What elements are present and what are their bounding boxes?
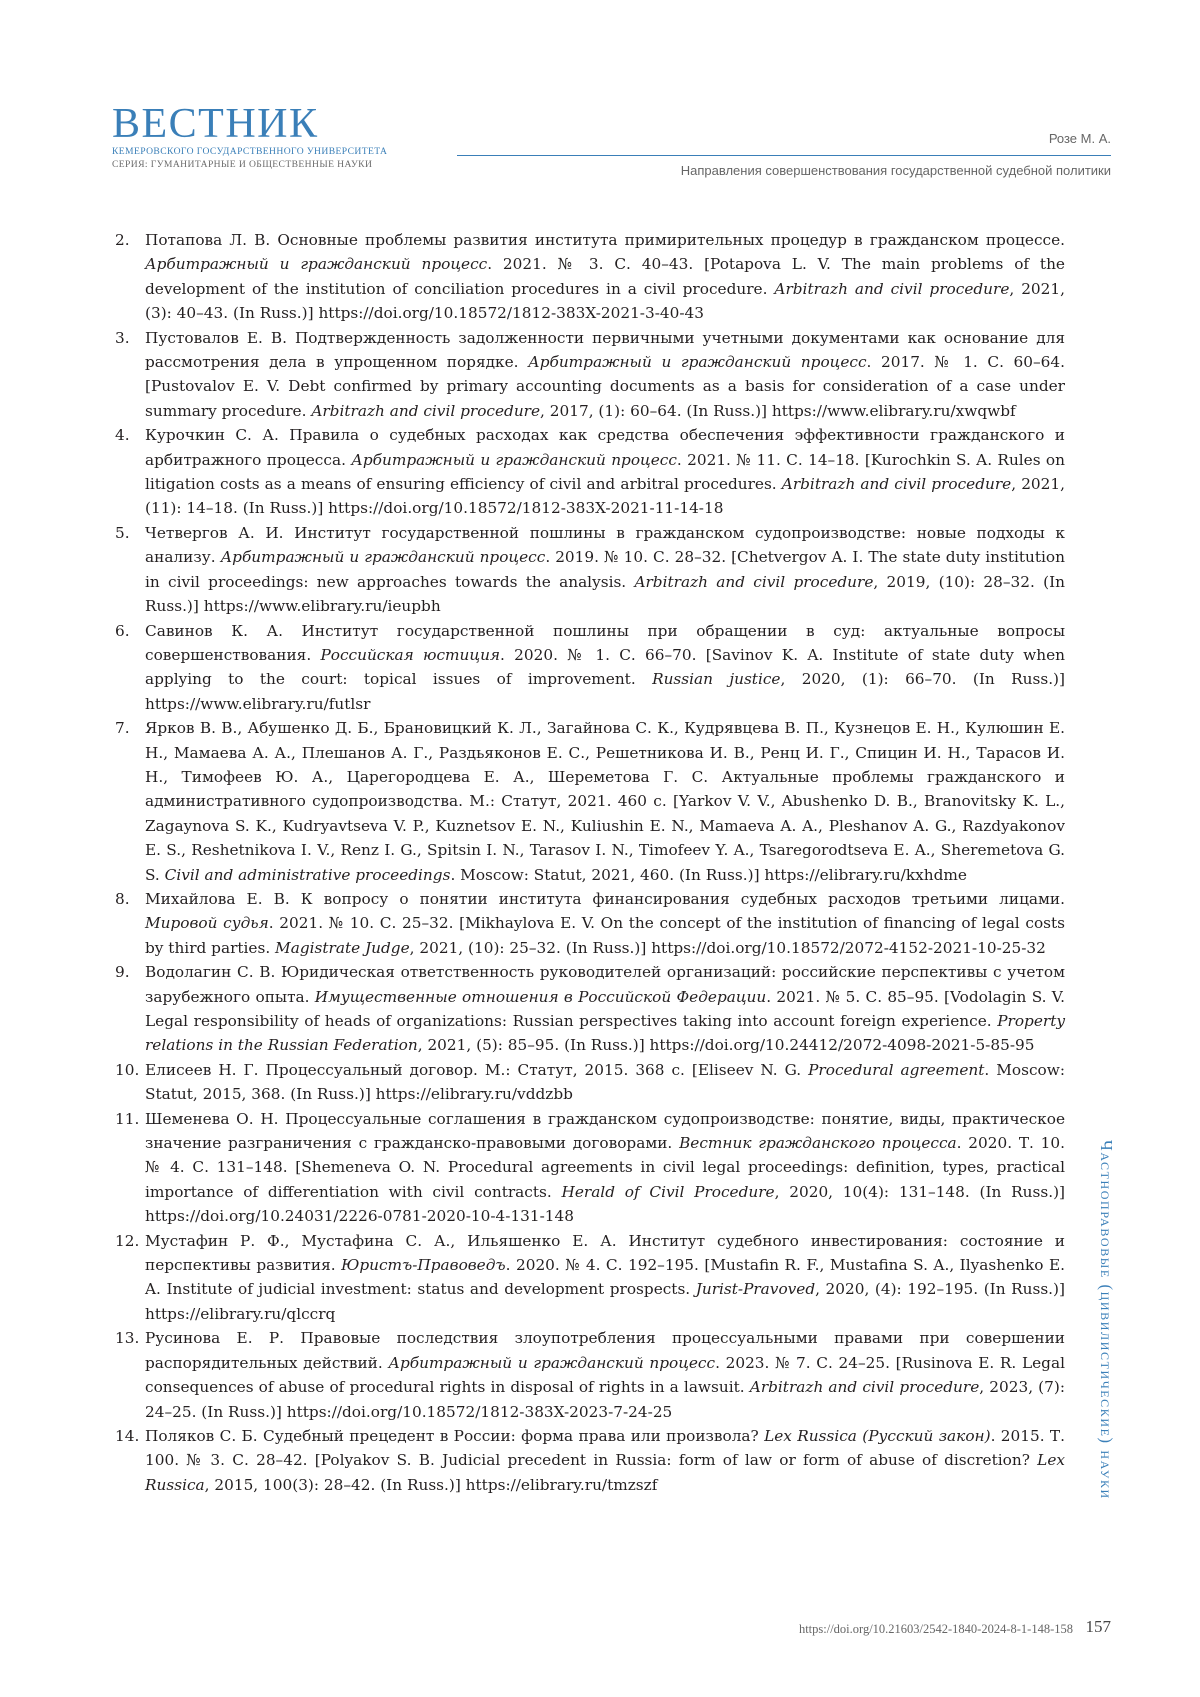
- journal-subtitle: КЕМЕРОВСКОГО ГОСУДАРСТВЕННОГО УНИВЕРСИТЕТА: [112, 146, 432, 158]
- reference-source-title: Civil and administrative proceedings: [165, 866, 451, 884]
- reference-text: [145, 228, 1065, 326]
- reference-source-title: Юристъ-Правоведъ: [341, 1256, 506, 1274]
- reference-source-title: Арбитражный и гражданский процесс: [528, 353, 866, 371]
- reference-source-title: Arbitrazh and civil procedure: [782, 475, 1011, 493]
- footer-doi[interactable]: https://doi.org/10.21603/2542-1840-2024-8-1-148-158: [799, 1622, 1073, 1637]
- reference-text-segment: . 2021. № 10. С. 25–32. [Mikhaylova E. V. On the concept of the institution of financing of legal costs by third parties.: [145, 914, 1065, 956]
- reference-item: [145, 960, 1065, 1058]
- reference-source-title: Property relations in the Russian Federation: [145, 1012, 1065, 1054]
- reference-text-segment: . Moscow: Statut, 2015, 368. (In Russ.)] https://elibrary.ru/vddzbb: [145, 1061, 1065, 1103]
- reference-source-title: Arbitrazh and civil procedure: [634, 573, 873, 591]
- reference-text: [145, 960, 1065, 1058]
- reference-text-segment: , 2021, (3): 40–43. (In Russ.)] https://doi.org/10.18572/1812-383X-2021-3-40-43: [145, 280, 1065, 322]
- reference-number: 7.: [115, 716, 141, 740]
- reference-number: 10.: [115, 1058, 141, 1082]
- reference-source-title: Jurist-Pravoved: [696, 1280, 815, 1298]
- reference-text-segment: Водолагин С. В. Юридическая ответственность руководителей организаций: российские перспективы с учетом зарубежного опыта.: [145, 963, 1065, 1005]
- reference-number: 8.: [115, 887, 141, 911]
- running-article-title: Направления совершенствования государственной судебной политики: [681, 163, 1111, 178]
- reference-text-segment: , 2021, (10): 25–32. (In Russ.)] https://doi.org/10.18572/2072-4152-2021-10-25-32: [410, 939, 1046, 957]
- reference-source-title: Имущественные отношения в Российской Федерации: [315, 988, 766, 1006]
- reference-text: [145, 619, 1065, 717]
- reference-text-segment: Четвергов А. И. Институт государственной пошлины в гражданском судопроизводстве: новые подходы к анализу.: [145, 524, 1065, 566]
- reference-text-segment: . 2020. № 4. С. 192–195. [Mustafin R. F., Mustafina S. A., Ilyashenko E. A. Institute of judicial investment: status and development prospects.: [145, 1256, 1065, 1298]
- reference-text-segment: Русинова Е. Р. Правовые последствия злоупотребления процессуальными правами при совершении распорядительных действий.: [145, 1329, 1065, 1371]
- reference-number: 9.: [115, 960, 141, 984]
- journal-masthead: [112, 104, 432, 172]
- reference-text: [145, 887, 1065, 960]
- reference-item: [145, 716, 1065, 887]
- reference-text-segment: . 2020. № 1. С. 66–70. [Savinov K. A. Institute of state duty when applying to the court: topical issues of improvement.: [145, 646, 1065, 688]
- reference-item: [145, 887, 1065, 960]
- reference-source-title: Lex Russica: [145, 1451, 1065, 1493]
- reference-number: 13.: [115, 1326, 141, 1350]
- reference-text-segment: Курочкин С. А. Правила о судебных расходах как средства обеспечения эффективности гражданского и арбитражного процесса.: [145, 426, 1065, 468]
- reference-text-segment: . 2015. Т. 100. № 3. С. 28–42. [Polyakov S. B. Judicial precedent in Russia: form of law or form of abuse of discretion?: [145, 1427, 1065, 1469]
- reference-text-segment: Потапова Л. В. Основные проблемы развития института примирительных процедур в гражданском процессе.: [145, 231, 1065, 249]
- reference-source-title: Российская юстиция: [320, 646, 500, 664]
- reference-text-segment: , 2020, (4): 192–195. (In Russ.)] https://elibrary.ru/qlccrq: [145, 1280, 1065, 1322]
- reference-number: 6.: [115, 619, 141, 643]
- reference-number: 2.: [115, 228, 141, 252]
- reference-text-segment: , 2020, 10(4): 131–148. (In Russ.)] https://doi.org/10.24031/2226-0781-2020-10-4-131-148: [145, 1183, 1065, 1225]
- reference-text-segment: Савинов К. А. Институт государственной пошлины при обращении в суд: актуальные вопросы совершенствования.: [145, 622, 1065, 664]
- reference-item: [145, 521, 1065, 619]
- reference-source-title: Arbitrazh and civil procedure: [311, 402, 540, 420]
- reference-text-segment: Шеменева О. Н. Процессуальные соглашения в гражданском судопроизводстве: понятие, виды, практическое значение разграничения с гражданско-правовыми договорами.: [145, 1110, 1065, 1152]
- reference-number: 3.: [115, 326, 141, 350]
- reference-source-title: Russian justice: [652, 670, 780, 688]
- reference-text-segment: , 2023, (7): 24–25. (In Russ.)] https://doi.org/10.18572/1812-383X-2023-7-24-25: [145, 1378, 1065, 1420]
- reference-source-title: Арбитражный и гражданский процесс: [221, 548, 546, 566]
- reference-number: 12.: [115, 1229, 141, 1253]
- reference-text-segment: Поляков С. Б. Судебный прецедент в России: форма права или произвола?: [145, 1427, 764, 1445]
- reference-source-title: Мировой судья: [145, 914, 269, 932]
- reference-item: [145, 326, 1065, 424]
- reference-source-title: Вестник гражданского процесса: [679, 1134, 957, 1152]
- reference-item: [145, 1107, 1065, 1229]
- reference-text-segment: . 2021. № 3. С. 40–43. [Potapova L. V. The main problems of the development of the institution of conciliation procedures in a civil procedure.: [145, 255, 1065, 297]
- reference-text-segment: , 2020, (1): 66–70. (In Russ.)] https://www.elibrary.ru/futlsr: [145, 670, 1065, 712]
- reference-item: [145, 1424, 1065, 1497]
- reference-item: [145, 619, 1065, 717]
- reference-text-segment: . Moscow: Statut, 2021, 460. (In Russ.)] https://elibrary.ru/kxhdme: [450, 866, 967, 884]
- reference-source-title: Арбитражный и гражданский процесс: [145, 255, 487, 273]
- reference-text-segment: , 2021, (11): 14–18. (In Russ.)] https://doi.org/10.18572/1812-383X-2021-11-14-18: [145, 475, 1065, 517]
- reference-text-segment: . 2020. Т. 10. № 4. С. 131–148. [Shemeneva O. N. Procedural agreements in civil legal proceedings: definition, types, practical importance of differentiation with civil contracts.: [145, 1134, 1065, 1201]
- reference-text-segment: Ярков В. В., Абушенко Д. Б., Брановицкий К. Л., Загайнова С. К., Кудрявцева В. П., Кузнецов Е. Н., Кулюшин Е. Н., Мамаева А. А., Плешанов А. Г., Раздьяконов Е. С., Решетникова И. В., Ренц И. Г., Спицин И. Н., Тарасов И. Н., Тимофеев Ю. А., Царегородцева Е. А., Шереметова Г. С. Актуальные проблемы гражданского и административного судопроизводства. М.: Статут, 2021. 460 с. [Yarkov V. V., Abushenko D. B., Branovitsky K. L., Zagaynova S. K., Kudryavtseva V. P., Kuznetsov E. N., Kuliushin E. N., Mamaeva A. A., Pleshanov A. G., Razdyakonov E. S., Reshetnikova I. V., Renz I. G., Spitsin I. N., Tarasov I. N., Timofeev Y. A., Tsaregorodtseva E. A., Sheremetova G. S.: [145, 719, 1065, 883]
- reference-text-segment: Мустафин Р. Ф., Мустафина С. А., Ильяшенко Е. А. Институт судебного инвестирования: состояние и перспективы развития.: [145, 1232, 1065, 1274]
- running-author: Розе М. А.: [1049, 131, 1111, 146]
- reference-number: 5.: [115, 521, 141, 545]
- journal-title: ВЕСТНИК: [112, 104, 432, 144]
- reference-item: [145, 228, 1065, 326]
- reference-text: [145, 423, 1065, 521]
- header-divider: [457, 155, 1111, 156]
- reference-text: [145, 1058, 1065, 1107]
- reference-item: [145, 423, 1065, 521]
- reference-text: [145, 1107, 1065, 1229]
- reference-source-title: Herald of Civil Procedure: [561, 1183, 774, 1201]
- reference-number: 14.: [115, 1424, 141, 1448]
- reference-number: 11.: [115, 1107, 141, 1131]
- reference-text-segment: . 2017. № 1. С. 60–64. [Pustovalov E. V. Debt confirmed by primary accounting documents as a basis for consideration of a case under summary procedure.: [145, 353, 1065, 420]
- reference-source-title: Procedural agreement: [808, 1061, 984, 1079]
- reference-text: [145, 1424, 1065, 1497]
- reference-text-segment: . 2023. № 7. С. 24–25. [Rusinova E. R. Legal consequences of abuse of procedural rights in disposal of rights in a lawsuit.: [145, 1354, 1065, 1396]
- journal-series: СЕРИЯ: ГУМАНИТАРНЫЕ И ОБЩЕСТВЕННЫЕ НАУКИ: [112, 158, 432, 172]
- reference-source-title: Арбитражный и гражданский процесс: [351, 451, 677, 469]
- reference-text-segment: , 2021, (5): 85–95. (In Russ.)] https://doi.org/10.24412/2072-4098-2021-5-85-95: [418, 1036, 1035, 1054]
- reference-text: [145, 521, 1065, 619]
- section-side-label: Частноправовые (цивилистические) науки: [1096, 1140, 1116, 1500]
- reference-text-segment: . 2021. № 11. С. 14–18. [Kurochkin S. A. Rules on litigation costs as a means of ensuring efficiency of civil and arbitral procedures.: [145, 451, 1065, 493]
- reference-text-segment: . 2021. № 5. С. 85–95. [Vodolagin S. V. Legal responsibility of heads of organizations: Russian perspectives taking into account foreign experience.: [145, 988, 1065, 1030]
- reference-text-segment: Михайлова Е. В. К вопросу о понятии института финансирования судебных расходов третьими лицами.: [145, 890, 1065, 908]
- reference-number: 4.: [115, 423, 141, 447]
- reference-text: [145, 716, 1065, 887]
- reference-text-segment: Елисеев Н. Г. Процессуальный договор. М.: Статут, 2015. 368 с. [Eliseev N. G.: [145, 1061, 808, 1079]
- reference-text-segment: , 2015, 100(3): 28–42. (In Russ.)] https://elibrary.ru/tmzszf: [205, 1476, 658, 1494]
- reference-text-segment: Пустовалов Е. В. Подтвержденность задолженности первичными учетными документами как основание для рассмотрения дела в упрощенном порядке.: [145, 329, 1065, 371]
- reference-text: [145, 1326, 1065, 1424]
- reference-text-segment: , 2019, (10): 28–32. (In Russ.)] https://www.elibrary.ru/ieupbh: [145, 573, 1065, 615]
- reference-list: [145, 228, 1065, 1497]
- reference-source-title: Arbitrazh and civil procedure: [750, 1378, 980, 1396]
- reference-source-title: Lex Russica (Русский закон): [764, 1427, 990, 1445]
- reference-source-title: Magistrate Judge: [275, 939, 410, 957]
- page-number: 157: [1086, 1617, 1112, 1637]
- reference-text: [145, 1229, 1065, 1327]
- reference-item: [145, 1326, 1065, 1424]
- reference-item: [145, 1058, 1065, 1107]
- reference-text-segment: . 2019. № 10. С. 28–32. [Chetvergov A. I. The state duty institution in civil proceedings: new approaches towards the analysis.: [145, 548, 1065, 590]
- reference-source-title: Arbitrazh and civil procedure: [774, 280, 1009, 298]
- reference-text: [145, 326, 1065, 424]
- reference-source-title: Арбитражный и гражданский процесс: [388, 1354, 715, 1372]
- reference-item: [145, 1229, 1065, 1327]
- reference-text-segment: , 2017, (1): 60–64. (In Russ.)] https://www.elibrary.ru/xwqwbf: [540, 402, 1016, 420]
